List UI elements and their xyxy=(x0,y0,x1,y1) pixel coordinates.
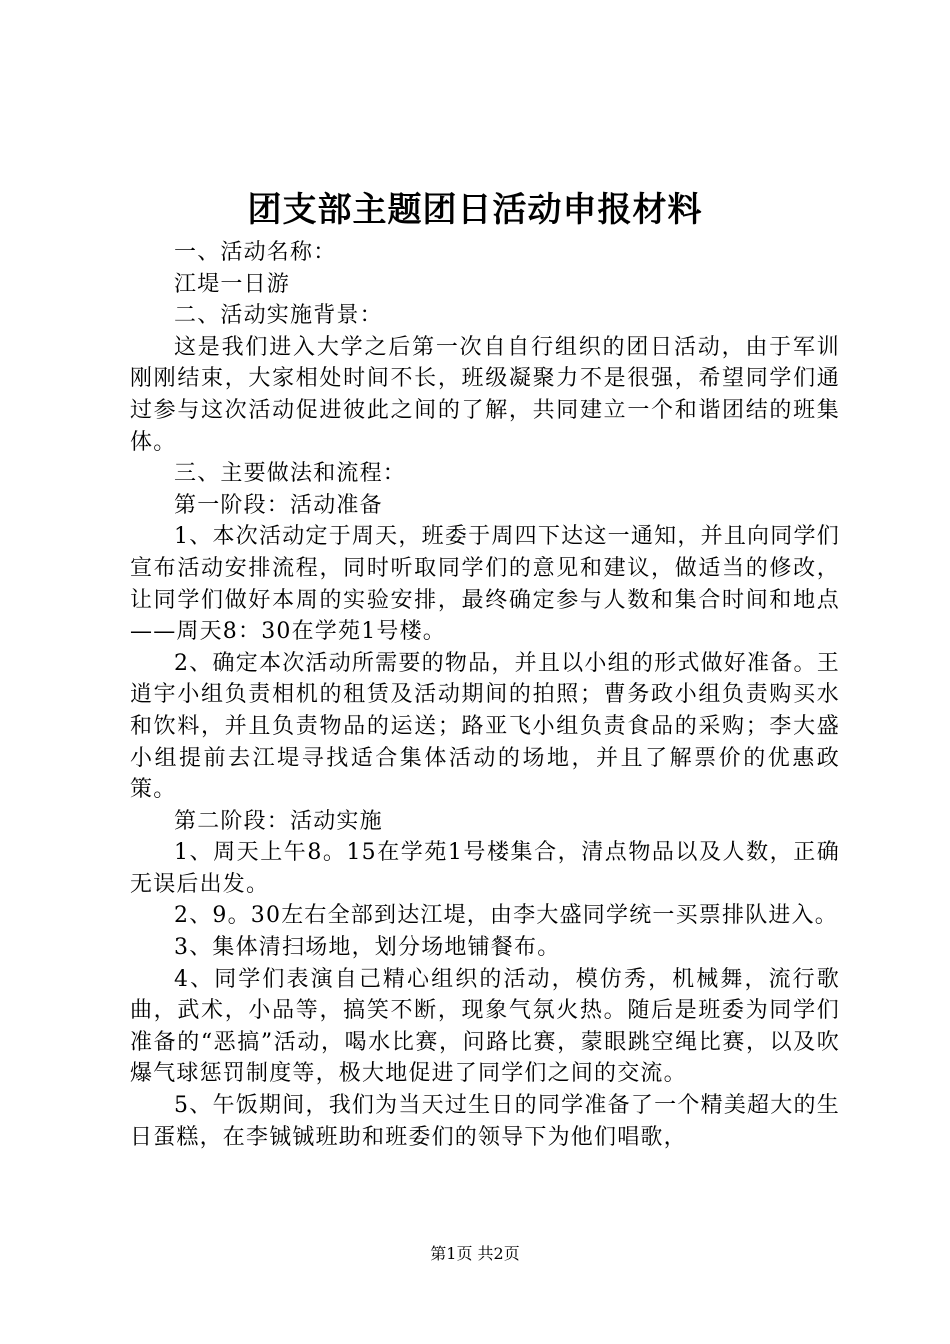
stage-two-item-5: 5、午饭期间，我们为当天过生日的同学准备了一个精美超大的生日蛋糕，在李铖铖班助和班委们的领导下为他们唱歌， xyxy=(130,1093,840,1150)
section-heading-background: 二、活动实施背景： xyxy=(174,303,383,329)
stage-one-item-1: 1、本次活动定于周天，班委于周四下达这一通知，并且向同学们宣布活动安排流程，同时听取同学们的意见和建议，做适当的修改，让同学们做好本周的实验安排，最终确定参与人数和集合时间和地点——周天8：30在学苑1号楼。 xyxy=(130,524,840,645)
stage-one-item-2: 2、确定本次活动所需要的物品，并且以小组的形式做好准备。王逍宇小组负责相机的租赁及活动期间的拍照；曹务政小组负责购买水和饮料，并且负责物品的运送；路亚飞小组负责食品的采购；李大盛小组提前去江堤寻找适合集体活动的场地，并且了解票价的优惠政策。 xyxy=(130,650,840,803)
stage-two-item-2: 2、9。30左右全部到达江堤，由李大盛同学统一买票排队进入。 xyxy=(174,903,838,929)
stage-two-item-3: 3、集体清扫场地，划分场地铺餐布。 xyxy=(174,935,561,961)
stage-two-item-1: 1、周天上午8。15在学苑1号楼集合，清点物品以及人数，正确无误后出发。 xyxy=(130,840,840,897)
page-footer: 第1页 共2页 xyxy=(430,1244,520,1263)
stage-one-heading: 第一阶段：活动准备 xyxy=(174,492,383,518)
stage-two-heading: 第二阶段：活动实施 xyxy=(174,808,383,834)
stage-two-item-4: 4、同学们表演自己精心组织的活动，模仿秀，机械舞，流行歌曲，武术，小品等，搞笑不断，现象气氛火热。随后是班委为同学们准备的“恶搞”活动，喝水比赛，问路比赛，蒙眼跳空绳比赛，以及吹爆气球惩罚制度等，极大地促进了同学们之间的交流。 xyxy=(130,966,840,1087)
section-heading-activity-name: 一、活动名称： xyxy=(174,240,337,265)
document-body xyxy=(130,237,840,1153)
document-title: 团支部主题团日活动申报材料 xyxy=(247,190,703,230)
section-heading-process: 三、主要做法和流程： xyxy=(174,461,407,487)
activity-name: 江堤一日游 xyxy=(174,271,291,297)
background-paragraph: 这是我们进入大学之后第一次自自行组织的团日活动，由于军训刚刚结束，大家相处时间不长，班级凝聚力不是很强，希望同学们通过参与这次活动促进彼此之间的了解，共同建立一个和谐团结的班集体。 xyxy=(130,334,840,455)
